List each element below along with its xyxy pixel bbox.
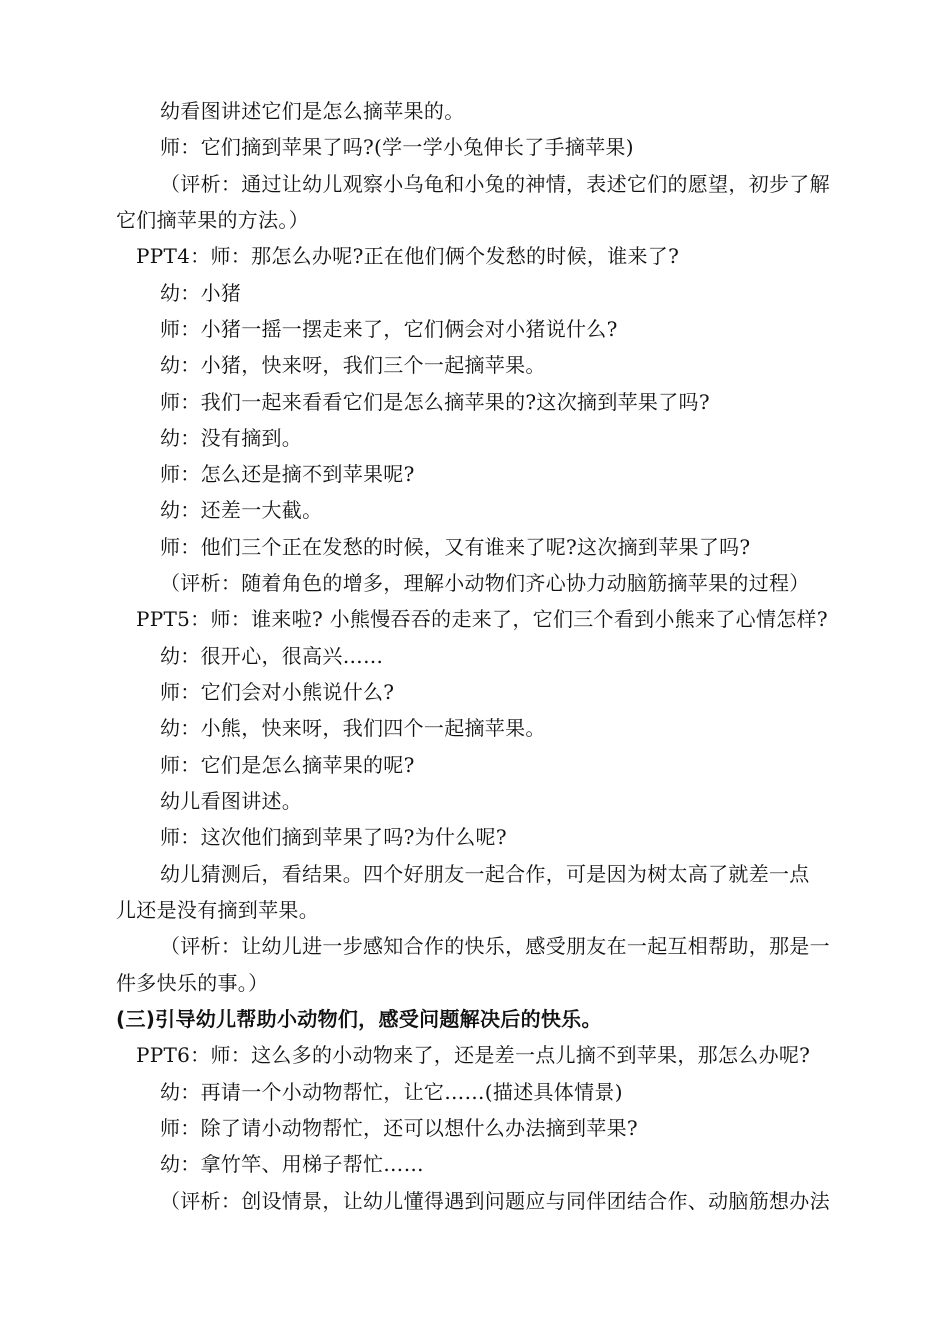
text-line: 幼：小猪，快来呀，我们三个一起摘苹果。 <box>160 353 546 377</box>
text-line: 幼：很开心，很高兴…… <box>160 644 384 668</box>
text-line: 件多快乐的事。） <box>116 971 269 995</box>
text-line: （评析：创设情景，让幼儿懂得遇到问题应与同伴团结合作、动脑筋想办法 <box>160 1189 830 1213</box>
text-line: PPT5：师：谁来啦? 小熊慢吞吞的走来了，它们三个看到小熊来了心情怎样? <box>136 607 828 631</box>
text-line: PPT6：师：这么多的小动物来了，还是差一点儿摘不到苹果，那怎么办呢? <box>136 1043 811 1067</box>
text-line: 幼：再请一个小动物帮忙，让它……(描述具体情景) <box>160 1080 623 1104</box>
text-line: 幼儿猜测后，看结果。四个好朋友一起合作，可是因为树太高了就差一点 <box>160 862 810 886</box>
text-line: PPT4：师：那怎么办呢?正在他们俩个发愁的时候，谁来了? <box>136 244 680 268</box>
text-line: 师：这次他们摘到苹果了吗?为什么呢? <box>160 825 507 849</box>
text-line: 师：我们一起来看看它们是怎么摘苹果的?这次摘到苹果了吗? <box>160 390 710 414</box>
text-line: （评析：随着角色的增多，理解小动物们齐心协力动脑筋摘苹果的过程） <box>160 571 810 595</box>
text-line: 师：怎么还是摘不到苹果呢? <box>160 462 415 486</box>
text-line: （评析：通过让幼儿观察小乌龟和小兔的神情，表述它们的愿望，初步了解 <box>160 172 830 196</box>
text-line: 师：除了请小动物帮忙，还可以想什么办法摘到苹果? <box>160 1116 638 1140</box>
text-line: 它们摘苹果的方法。） <box>116 208 309 232</box>
text-line: 幼看图讲述它们是怎么摘苹果的。 <box>160 99 465 123</box>
text-line: 师：他们三个正在发愁的时候，又有谁来了呢?这次摘到苹果了吗? <box>160 535 751 559</box>
text-line: 幼：小熊，快来呀，我们四个一起摘苹果。 <box>160 716 546 740</box>
text-line: 幼：拿竹竿、用梯子帮忙…… <box>160 1152 424 1176</box>
text-line: 幼：还差一大截。 <box>160 498 323 522</box>
text-line: 师：它们会对小熊说什么? <box>160 680 395 704</box>
section-heading: (三)引导幼儿帮助小动物们，感受问题解决后的快乐。 <box>116 1007 602 1031</box>
text-line: 师：小猪一摇一摆走来了，它们俩会对小猪说什么? <box>160 317 618 341</box>
text-line: 幼：小猪 <box>160 281 242 305</box>
text-line: 师：它们摘到苹果了吗?(学一学小兔伸长了手摘苹果) <box>160 135 634 159</box>
text-line: 幼：没有摘到。 <box>160 426 303 450</box>
text-line: 幼儿看图讲述。 <box>160 789 303 813</box>
text-line: （评析：让幼儿进一步感知合作的快乐，感受朋友在一起互相帮助，那是一 <box>160 934 830 958</box>
text-line: 儿还是没有摘到苹果。 <box>116 898 319 922</box>
text-line: 师：它们是怎么摘苹果的呢? <box>160 753 415 777</box>
